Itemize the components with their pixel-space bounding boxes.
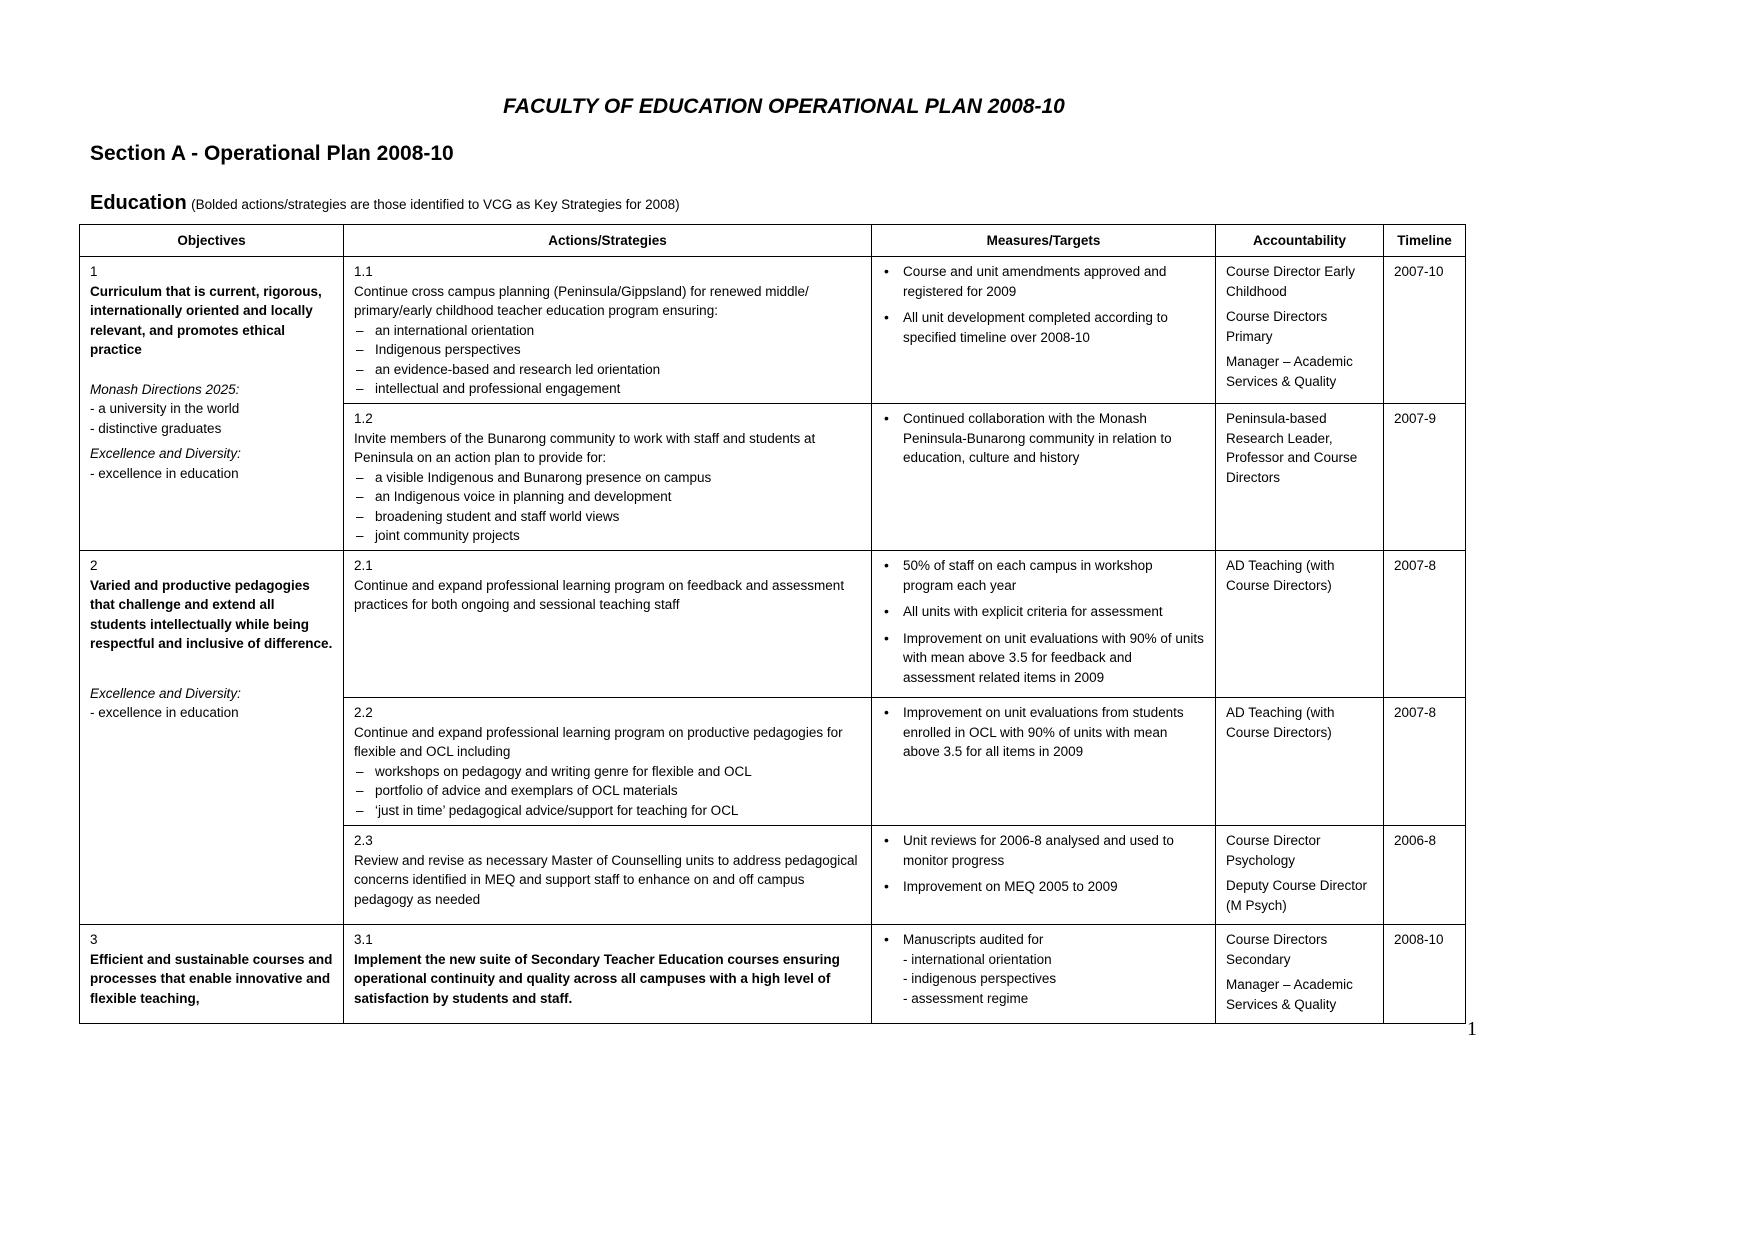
list-item: – Indigenous perspectives <box>354 340 862 360</box>
accountability-entry: AD Teaching (with Course Directors) <box>1226 558 1335 593</box>
action-list <box>354 321 862 399</box>
accountability-entry: AD Teaching (with Course Directors) <box>1226 705 1335 740</box>
objective-reference-item: - excellence in education <box>90 705 239 720</box>
objective-title: Efficient and sustainable courses and processes that enable innovative and flexible teaching, <box>90 951 333 1006</box>
objective-reference-item: - a university in the world <box>90 401 240 416</box>
measures-cell <box>872 826 1216 925</box>
list-item: • Improvement on unit evaluations with 90% of units with mean above 3.5 for feedback and assessment related items in 2009 <box>882 629 1206 688</box>
accountability-entry: Peninsula-based Research Leader, Professor and Course Directors <box>1226 411 1358 485</box>
accountability-entry: Course Directors Primary <box>1226 309 1328 344</box>
list-item: • Course and unit amendments approved and registered for 2009 <box>882 262 1206 301</box>
timeline-cell: 2006-8 <box>1384 826 1466 925</box>
accountability-cell <box>1216 257 1384 404</box>
action-cell <box>344 826 872 925</box>
education-note: (Bolded actions/strategies are those identified to VCG as Key Strategies for 2008) <box>191 197 680 212</box>
objective-title: Varied and productive pedagogies that challenge and extend all students intellectually while being respectful and inclusive of difference. <box>90 577 333 651</box>
action-cell <box>344 404 872 551</box>
list-item: – an Indigenous voice in planning and development <box>354 487 862 507</box>
action-number: 1.2 <box>354 411 373 426</box>
list-item: • Unit reviews for 2006-8 analysed and used to monitor progress <box>882 831 1206 870</box>
header-objectives: Objectives <box>80 225 344 257</box>
accountability-cell <box>1216 698 1384 826</box>
list-item: • Improvement on MEQ 2005 to 2009 <box>882 877 1206 897</box>
list-item: – an evidence-based and research led orientation <box>354 360 862 380</box>
action-text: Implement the new suite of Secondary Teacher Education courses ensuring operational continuity and quality across all campuses with a high level of satisfaction by students and staff. <box>354 951 840 1006</box>
table-header-row <box>80 225 1466 257</box>
list-item: – an international orientation <box>354 321 862 341</box>
action-cell <box>344 257 872 404</box>
list-item: – intellectual and professional engagement <box>354 379 862 399</box>
header-accountability: Accountability <box>1216 225 1384 257</box>
table-row <box>80 257 1466 404</box>
action-cell <box>344 925 872 1024</box>
measures-list <box>882 930 1206 1008</box>
table-row <box>80 551 1466 698</box>
measures-list <box>882 409 1206 468</box>
action-list <box>354 468 862 546</box>
action-text: Review and revise as necessary Master of Counselling units to address pedagogical concerns identified in MEQ and support staff to enhance on and off campus pedagogy as needed <box>354 852 858 907</box>
measures-list <box>882 262 1206 347</box>
measures-list <box>882 831 1206 897</box>
list-item <box>882 930 1206 1008</box>
measure-heading: • Manuscripts audited for <box>903 932 1044 947</box>
action-text: Continue cross campus planning (Peninsula/Gippsland) for renewed middle/ primary/early childhood teacher education program ensuring: <box>354 283 809 318</box>
accountability-entry: Course Directors Secondary <box>1226 932 1328 967</box>
measures-cell <box>872 257 1216 404</box>
action-number: 2.1 <box>354 558 373 573</box>
measures-list <box>882 703 1206 762</box>
objective-reference-heading: Excellence and Diversity: <box>90 446 241 461</box>
objective-cell-2 <box>80 551 344 925</box>
header-actions-strategies: Actions/Strategies <box>344 225 872 257</box>
objective-reference-item: - excellence in education <box>90 465 239 481</box>
section-heading: Section A - Operational Plan 2008-10 <box>90 142 454 165</box>
action-text: Continue and expand professional learning program on productive pedagogies for flexible and OCL including <box>354 724 843 759</box>
objective-number: 2 <box>90 558 98 573</box>
timeline-cell: 2007-8 <box>1384 698 1466 826</box>
objective-cell-1 <box>80 257 344 551</box>
action-number: 3.1 <box>354 932 373 947</box>
list-item: – portfolio of advice and exemplars of OCL materials <box>354 781 862 801</box>
list-item: • Continued collaboration with the Monash Peninsula-Bunarong community in relation to education, culture and history <box>882 409 1206 468</box>
accountability-cell <box>1216 551 1384 698</box>
action-number: 2.2 <box>354 705 373 720</box>
action-number: 1.1 <box>354 264 373 279</box>
accountability-entry: Course Director Early Childhood <box>1226 264 1356 299</box>
measure-subitem: - assessment regime <box>903 990 1029 1006</box>
list-item: – a visible Indigenous and Bunarong presence on campus <box>354 468 862 488</box>
list-item: • All unit development completed according to specified timeline over 2008-10 <box>882 308 1206 347</box>
objective-reference-item: - distinctive graduates <box>90 420 222 436</box>
operational-plan-table <box>79 224 1466 1024</box>
measure-subitem: - indigenous perspectives <box>903 971 1057 986</box>
list-item: – workshops on pedagogy and writing genre for flexible and OCL <box>354 762 862 782</box>
accountability-entry: Deputy Course Director (M Psych) <box>1226 878 1368 913</box>
accountability-entry: Manager – Academic Services & Quality <box>1226 354 1353 389</box>
timeline-cell: 2007-8 <box>1384 551 1466 698</box>
list-item: • 50% of staff on each campus in workshop program each year <box>882 556 1206 595</box>
objective-title: Curriculum that is current, rigorous, internationally oriented and locally relevant, and promotes ethical practice <box>90 283 322 357</box>
document-title: FACULTY OF EDUCATION OPERATIONAL PLAN 2008-10 <box>503 95 1065 118</box>
measures-list <box>882 556 1206 687</box>
timeline-cell: 2007-9 <box>1384 404 1466 551</box>
objective-reference-heading: Excellence and Diversity: <box>90 685 241 701</box>
objective-cell-3 <box>80 925 344 1024</box>
measures-cell <box>872 698 1216 826</box>
education-heading-line <box>90 192 680 215</box>
action-text: Invite members of the Bunarong community to work with staff and students at Peninsula on an action plan to provide for: <box>354 430 816 465</box>
list-item: • All units with explicit criteria for assessment <box>882 602 1206 622</box>
timeline-cell: 2008-10 <box>1384 925 1466 1024</box>
list-item: – broadening student and staff world views <box>354 507 862 527</box>
action-list <box>354 762 862 821</box>
header-measures-targets: Measures/Targets <box>872 225 1216 257</box>
list-item: – ‘just in time’ pedagogical advice/support for teaching for OCL <box>354 801 862 821</box>
accountability-cell <box>1216 925 1384 1024</box>
action-cell <box>344 698 872 826</box>
measure-subitem: - international orientation <box>903 951 1052 967</box>
objective-number: 1 <box>90 264 98 279</box>
page-number: 1 <box>1467 1018 1477 1040</box>
action-number: 2.3 <box>354 833 373 848</box>
action-text: Continue and expand professional learning program on feedback and assessment practices for both ongoing and sessional teaching staff <box>354 577 845 612</box>
measures-cell <box>872 551 1216 698</box>
timeline-cell: 2007-10 <box>1384 257 1466 404</box>
list-item: – joint community projects <box>354 526 862 546</box>
table-row <box>80 925 1466 1024</box>
education-heading: Education <box>90 192 187 214</box>
list-item: • Improvement on unit evaluations from students enrolled in OCL with 90% of units with mean above 3.5 for all items in 2009 <box>882 703 1206 762</box>
accountability-cell <box>1216 826 1384 925</box>
accountability-entry: Course Director Psychology <box>1226 833 1321 868</box>
accountability-cell <box>1216 404 1384 551</box>
action-cell <box>344 551 872 698</box>
measures-cell <box>872 925 1216 1024</box>
objective-number: 3 <box>90 932 98 947</box>
accountability-entry: Manager – Academic Services & Quality <box>1226 977 1353 1012</box>
header-timeline: Timeline <box>1384 225 1466 257</box>
objective-reference-heading: Monash Directions 2025: <box>90 381 240 397</box>
measures-cell <box>872 404 1216 551</box>
